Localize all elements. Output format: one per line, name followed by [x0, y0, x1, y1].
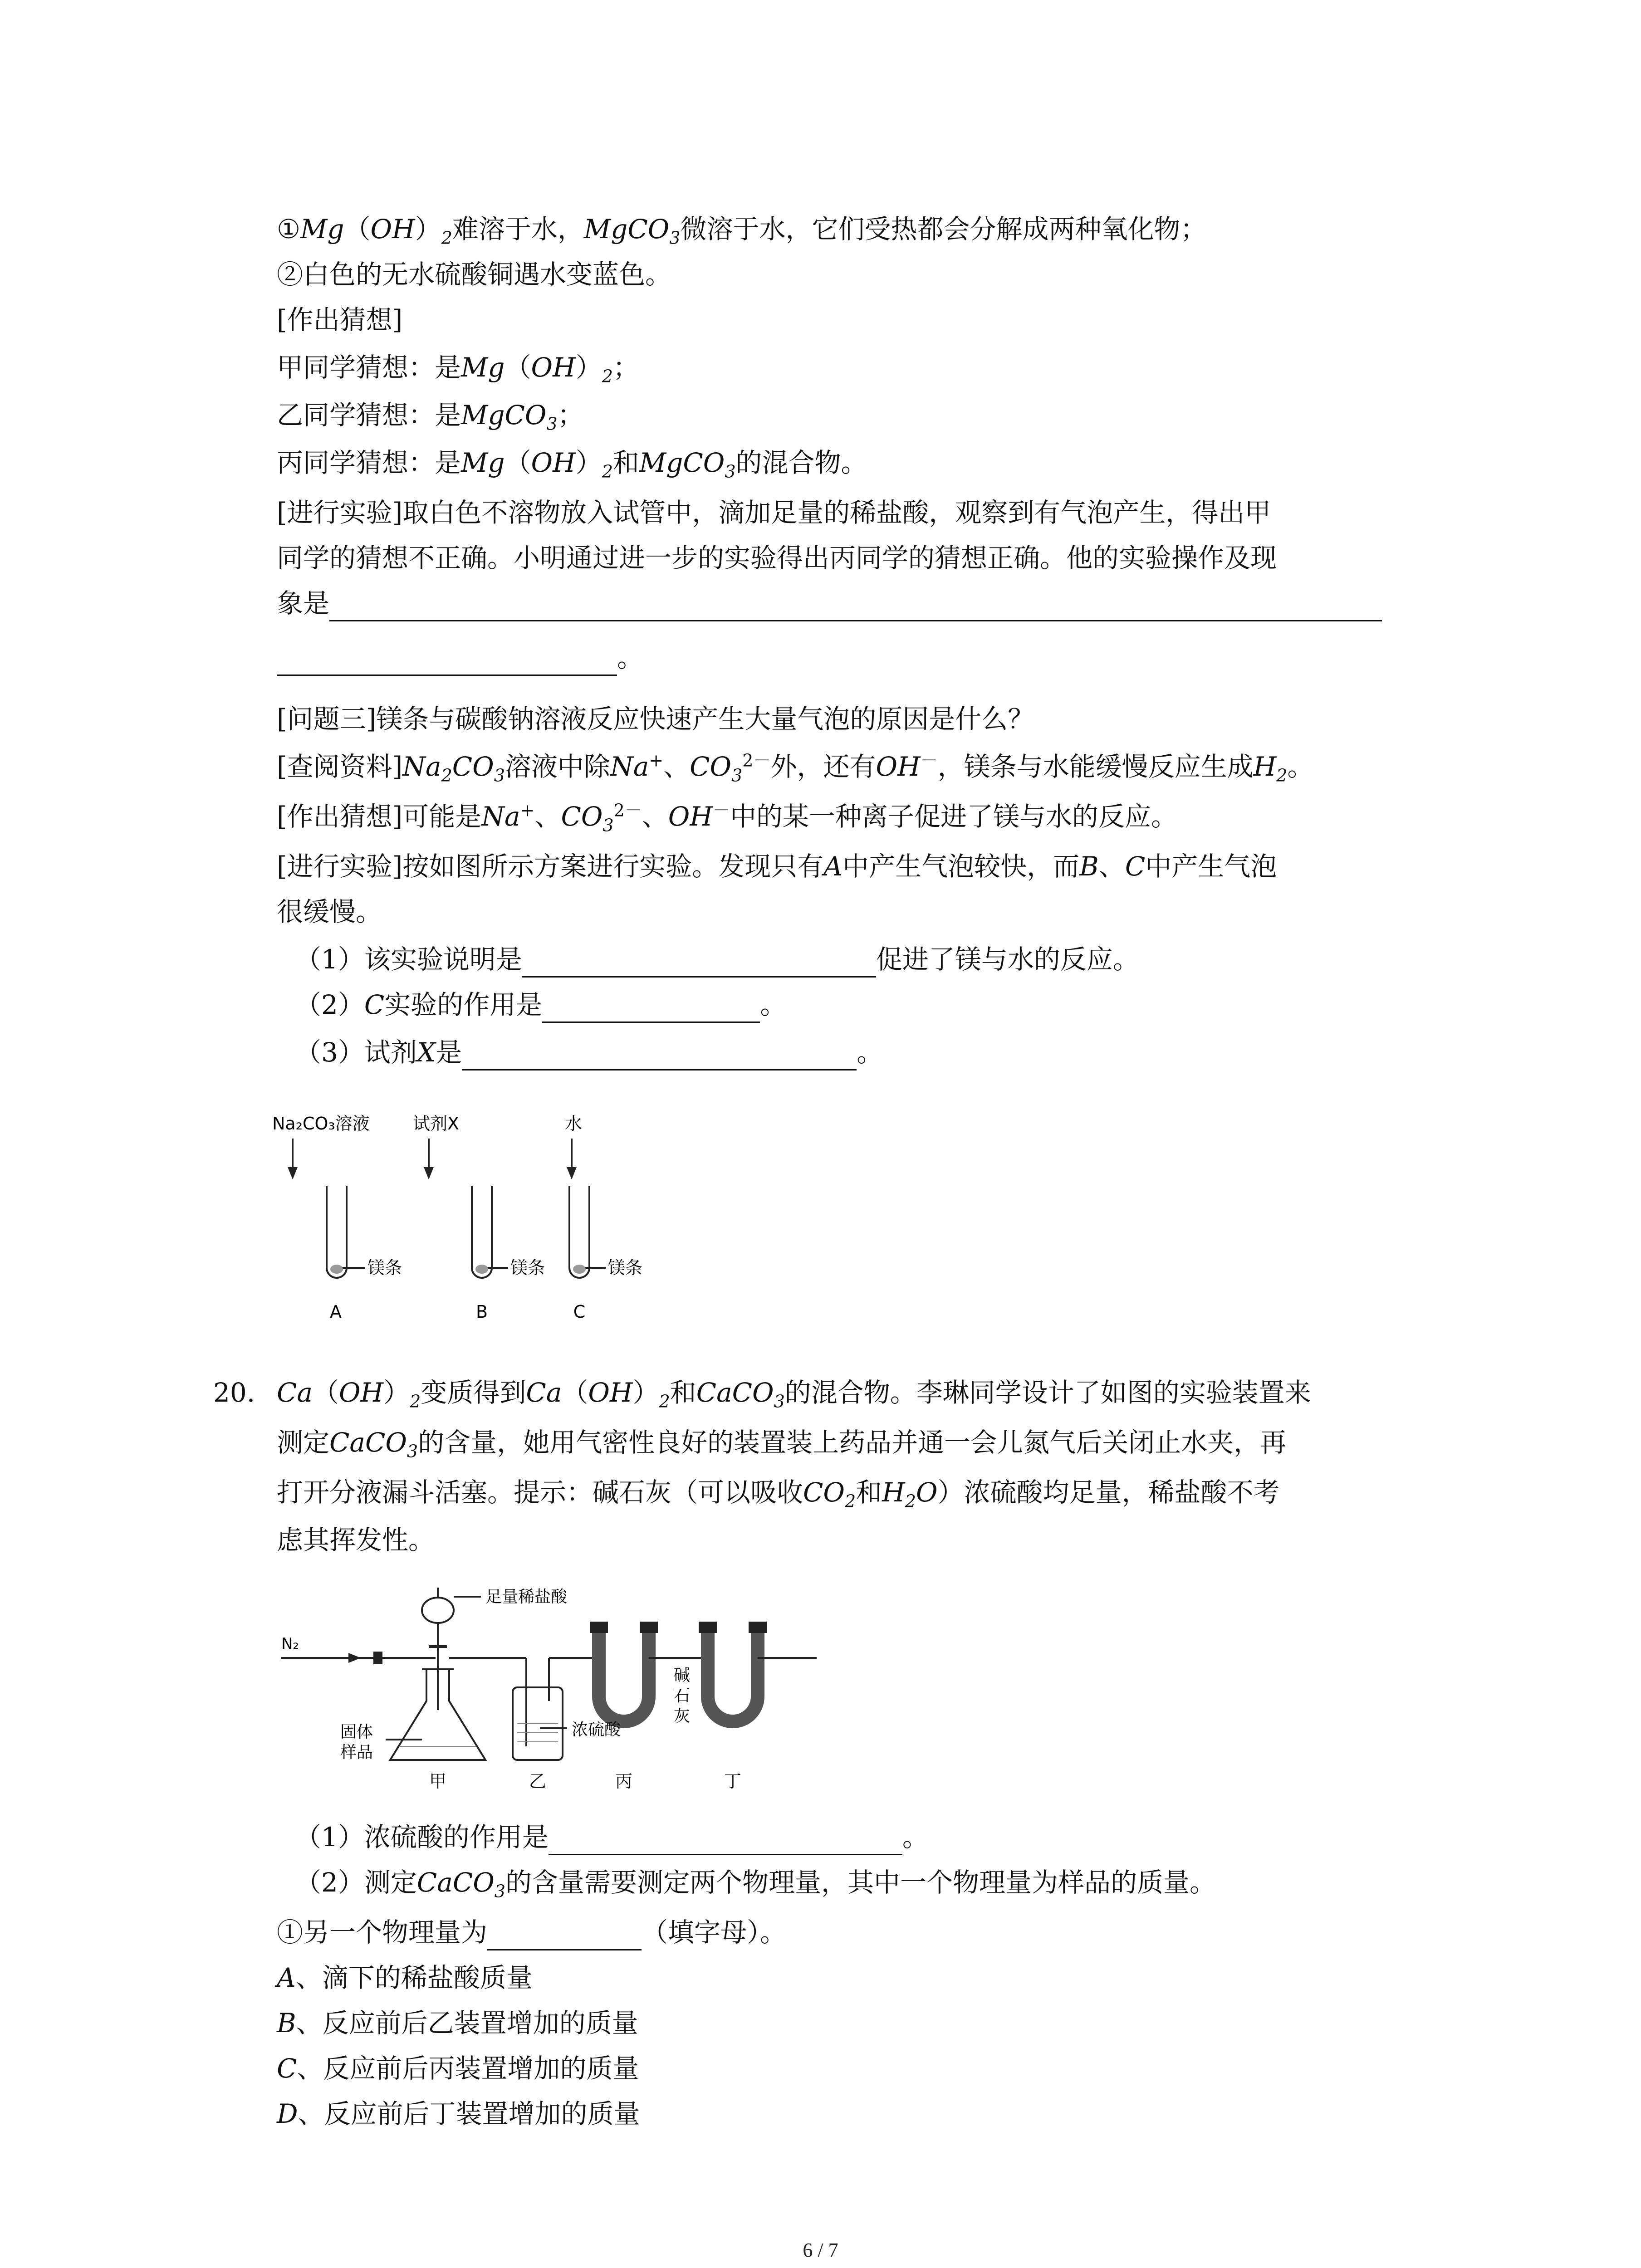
caption-c: C [573, 1302, 586, 1322]
text-line: [作出猜想] [277, 304, 403, 335]
arrow-head-c [568, 1168, 575, 1177]
label-sample-2: 样品 [340, 1743, 373, 1762]
caption-bing: 丙 [615, 1771, 633, 1791]
clamp [374, 1652, 382, 1663]
magnesium-strip-b [475, 1265, 488, 1274]
page-number: 6 / 7 [803, 2239, 838, 2261]
text-line: 测定CaCO$_3$的含量，她用气密性良好的装置装上药品并通一会儿氮气后关闭止水夹，再 [277, 1427, 1287, 1461]
question-number: 20. [213, 1377, 255, 1408]
option-b[interactable]: B、反应前后乙装置增加的质量 [277, 2008, 638, 2038]
sub-question-1: （1）浓硫酸的作用是 。 [295, 1819, 929, 1855]
text-line: 乙同学猜想：是MgCO$_3$； [277, 400, 584, 434]
text-line: 象是 [277, 585, 1382, 621]
option-c[interactable]: C、反应前后丙装置增加的质量 [277, 2053, 639, 2084]
apparatus-figure [272, 1579, 839, 1796]
text-line: [问题三]镁条与碳酸钠溶液反应快速产生大量气泡的原因是什么？ [277, 704, 1034, 734]
question-1: （1）该实验说明是 促进了镁与水的反应。 [295, 941, 1139, 978]
sub-question-2: （2）测定CaCO$_3$的含量需要测定两个物理量，其中一个物理量为样品的质量。 [295, 1867, 1216, 1901]
label-acid: 足量稀盐酸 [485, 1588, 568, 1606]
answer-blank[interactable] [549, 1827, 902, 1855]
text-line: [进行实验]按如图所示方案进行实验。发现只有A中产生气泡较快，而B、C中产生气泡 [277, 851, 1277, 882]
text-line: 丙同学猜想：是$Mg(OH)_2$和MgCO$_3$的混合物。 [277, 447, 867, 482]
magnesium-strip-c [573, 1265, 586, 1274]
text-line: 虑其挥发性。 [277, 1525, 435, 1555]
label-reagent-x: 试剂X [413, 1114, 460, 1134]
label-lime-1: 碱 [674, 1666, 691, 1685]
text-line: 很缓慢。 [277, 896, 382, 927]
caption-b: B [475, 1302, 488, 1322]
test-tube-figure [272, 1111, 681, 1329]
text-line: [查阅资料]$Na_2CO_3$溶液中除Na+、$CO_3^{2-}$外，还有OH－，镁条与水能缓慢反应生成$H_2$。 [277, 750, 1314, 786]
text-line: 打开分液漏斗活塞。提示：碱石灰（可以吸收$CO_2$和$H_2O$）浓硫酸均足量，稀盐酸不考 [277, 1477, 1280, 1511]
answer-blank[interactable] [277, 647, 617, 676]
u-tube-ding [708, 1633, 758, 1721]
caption-yi: 乙 [529, 1771, 547, 1791]
arrow-head-b [425, 1168, 432, 1177]
text-line: [作出猜想]可能是Na+、$CO_3^{2-}$、OH－中的某一种离子促进了镁与水的反应。 [277, 800, 1177, 836]
label-strip-b: 镁条 [510, 1258, 545, 1278]
question-2: （2）C实验的作用是 。 [295, 987, 786, 1023]
caption-a: A [330, 1302, 342, 1322]
label-h2so4: 浓硫酸 [572, 1721, 621, 1739]
answer-blank[interactable] [462, 1042, 857, 1070]
answer-blank[interactable] [522, 949, 876, 978]
text-line: 同学的猜想不正确。小明通过进一步的实验得出丙同学的猜想正确。他的实验操作及现 [277, 543, 1277, 573]
text-line: [进行实验]取白色不溶物放入试管中，滴加足量的稀盐酸，观察到有气泡产生，得出甲 [277, 497, 1271, 528]
label-n2: N₂ [281, 1635, 299, 1653]
label-lime-2: 石 [674, 1686, 691, 1705]
label-strip-c: 镁条 [608, 1258, 643, 1278]
label-lime-3: 灰 [674, 1707, 691, 1725]
text-line: 。 [277, 640, 643, 676]
text-line: $Ca(OH)_2$变质得到$Ca(OH)_2$和CaCO$_3$的混合物。李琳同学设计了如图的实验装置来 [277, 1377, 1311, 1412]
sub-question-3: ①另一个物理量为 （填字母）。 [277, 1914, 786, 1950]
u-tube-bing [599, 1633, 649, 1721]
option-a[interactable]: A、滴下的稀盐酸质量 [277, 1962, 533, 1993]
label-strip-a: 镁条 [367, 1258, 402, 1278]
caption-jia: 甲 [429, 1771, 447, 1791]
arrow-head-a [289, 1168, 296, 1177]
tube-b [472, 1186, 492, 1278]
label-na2co3: Na₂CO₃溶液 [272, 1114, 370, 1134]
answer-blank[interactable] [542, 994, 760, 1023]
question-3: （3）试剂X是 。 [295, 1034, 883, 1070]
tube-c [569, 1186, 589, 1278]
option-d[interactable]: D、反应前后丁装置增加的质量 [277, 2098, 640, 2129]
caption-ding: 丁 [724, 1771, 742, 1791]
label-water: 水 [565, 1114, 583, 1134]
answer-blank[interactable] [329, 593, 1382, 621]
label-sample-1: 固体 [340, 1723, 373, 1741]
separatory-funnel [422, 1598, 454, 1623]
answer-blank[interactable] [487, 1922, 642, 1950]
magnesium-strip-a [330, 1265, 343, 1274]
text-line: 甲同学猜想：是$Mg(OH)_2$； [277, 352, 639, 386]
text-line: $①Mg(OH)_2$难溶于水，MgCO$_3$微溶于水，它们受热都会分解成两种氧化物； [277, 214, 1207, 248]
tube-a [327, 1186, 347, 1278]
text-line: ②白色的无水硫酸铜遇水变蓝色。 [277, 259, 672, 290]
